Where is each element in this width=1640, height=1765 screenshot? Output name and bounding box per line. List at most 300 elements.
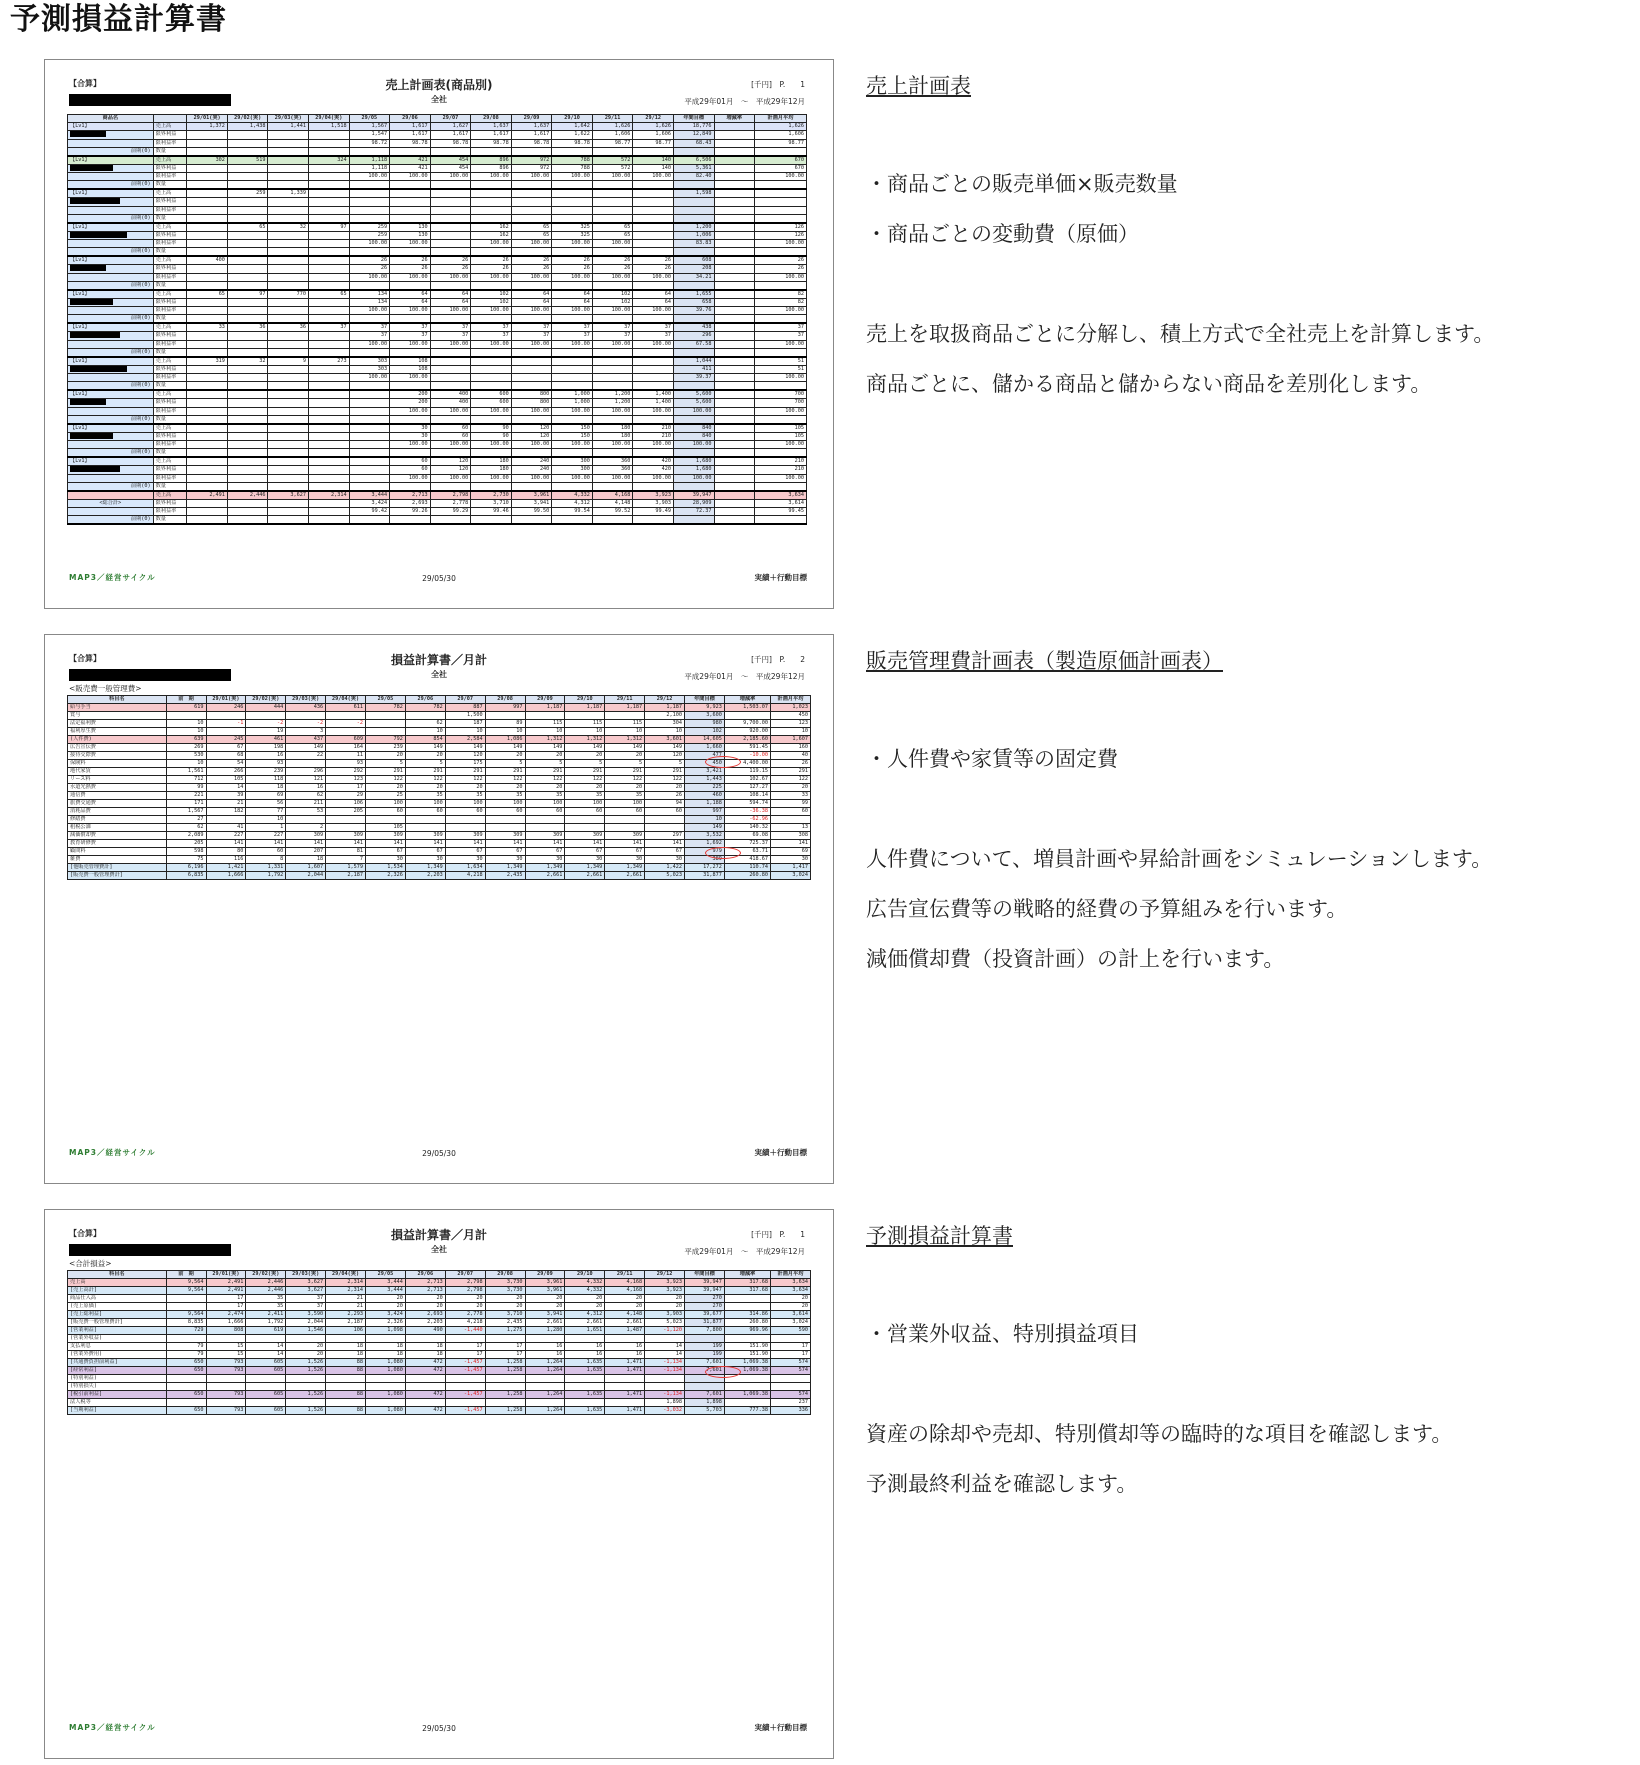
value-cell: 1,626 [592, 123, 633, 131]
value-cell: 8 [246, 856, 286, 864]
value-cell [471, 365, 512, 374]
value-cell: 63.71 [724, 848, 770, 856]
table-header-row [68, 115, 807, 123]
row-label: 数量 [153, 415, 187, 424]
value-cell: 7,800 [685, 1327, 725, 1335]
value-cell [309, 298, 350, 307]
value-cell: 3,634 [771, 1279, 811, 1287]
value-cell [633, 147, 674, 156]
value-cell [349, 482, 390, 491]
value-cell: 1,635 [565, 1407, 605, 1415]
value-cell [633, 515, 674, 524]
value-cell: 99.46 [471, 507, 512, 515]
value-cell: 1,118 [349, 164, 390, 173]
value-cell [309, 457, 350, 466]
row-label: 消耗品費 [68, 808, 167, 816]
redacted-product-name [70, 265, 106, 271]
value-cell: 317.68 [724, 1287, 770, 1295]
value-cell: 5 [645, 760, 685, 768]
value-cell: 1,666 [206, 872, 246, 880]
value-cell: 127.27 [724, 784, 770, 792]
value-cell [714, 432, 755, 441]
value-cell: 100.00 [633, 407, 674, 415]
value-cell: 788 [552, 164, 593, 173]
value-cell: 102 [592, 298, 633, 307]
value-cell [430, 415, 471, 424]
value-cell [511, 147, 552, 156]
value-cell: 28,909 [673, 499, 714, 507]
value-cell: 2,314 [326, 1287, 366, 1295]
value-cell: 141 [405, 840, 445, 848]
value-cell: 309 [525, 832, 565, 840]
value-cell: 108 [390, 357, 431, 366]
value-cell [309, 332, 350, 341]
column-header: 29/12 [645, 1271, 685, 1279]
value-cell: 260.80 [724, 1319, 770, 1327]
value-cell: 1,118 [349, 156, 390, 165]
table-row [68, 704, 811, 712]
row-label: 保険料 [68, 760, 167, 768]
value-cell: 20 [645, 784, 685, 792]
value-cell [366, 728, 406, 736]
value-cell: 20 [565, 1303, 605, 1311]
row-label: 法定福利費 [68, 720, 167, 728]
value-cell [525, 816, 565, 824]
row-label: 売上高 [153, 123, 187, 131]
value-cell: 611 [326, 704, 366, 712]
value-cell [405, 1335, 445, 1343]
value-cell: 199 [685, 1351, 725, 1359]
value-cell: 450 [771, 712, 811, 720]
product-level: 【Lv1】 [68, 189, 154, 198]
value-cell: 9,700.00 [724, 720, 770, 728]
value-cell [511, 365, 552, 374]
value-cell [187, 457, 228, 466]
value-cell [645, 1335, 685, 1343]
value-cell: 100.00 [552, 340, 593, 348]
value-cell: 54 [206, 760, 246, 768]
product-name [68, 131, 154, 140]
table-row [68, 357, 807, 366]
value-cell [565, 1383, 605, 1391]
value-cell: 400 [187, 256, 228, 265]
value-cell: 2,730 [471, 491, 512, 500]
value-cell: 972 [511, 156, 552, 165]
value-cell: 39.76 [673, 307, 714, 315]
value-cell: 650 [166, 1407, 206, 1415]
value-cell: 1,349 [605, 864, 645, 872]
value-cell [552, 515, 593, 524]
value-cell [445, 1383, 485, 1391]
value-cell: 60 [485, 808, 525, 816]
value-cell: 100.00 [349, 340, 390, 348]
sheet-tag: 【合算】 [69, 79, 101, 88]
value-cell [714, 206, 755, 214]
value-cell: 7 [326, 856, 366, 864]
row-label: [当期利益] [68, 1407, 167, 1415]
value-cell: 4,332 [565, 1287, 605, 1295]
value-cell: 840 [673, 432, 714, 441]
value-cell [471, 198, 512, 207]
value-cell: 7,601 [685, 1359, 725, 1367]
value-cell: 26 [430, 265, 471, 274]
row-label: 修繕費 [68, 816, 167, 824]
value-cell: 725.37 [724, 840, 770, 848]
value-cell [349, 198, 390, 207]
value-cell: 1,898 [645, 1399, 685, 1407]
value-cell [326, 728, 366, 736]
value-cell: 80 [206, 848, 246, 856]
value-cell: 1,023 [771, 704, 811, 712]
value-cell: 1,086 [485, 736, 525, 744]
value-cell [268, 265, 309, 274]
value-cell: 88 [326, 1407, 366, 1415]
table-row [68, 768, 811, 776]
value-cell: 141 [206, 840, 246, 848]
value-cell: 454 [430, 156, 471, 165]
redacted-product-name [70, 466, 120, 472]
value-cell [206, 1375, 246, 1383]
value-cell: 100.00 [471, 173, 512, 181]
value-cell: 454 [430, 164, 471, 173]
row-label: 売上高 [153, 156, 187, 165]
value-cell [430, 374, 471, 382]
table-row [68, 1383, 811, 1391]
value-cell: 64 [430, 298, 471, 307]
value-cell [592, 147, 633, 156]
value-cell [268, 515, 309, 524]
value-cell: 100.00 [390, 441, 431, 449]
value-cell: 3,627 [268, 491, 309, 500]
value-cell [309, 164, 350, 173]
value-cell [268, 407, 309, 415]
value-cell: 1,069.38 [724, 1367, 770, 1375]
value-cell [755, 449, 807, 458]
value-cell: 609 [326, 736, 366, 744]
value-cell [592, 374, 633, 382]
table-row [68, 214, 807, 223]
value-cell: 36 [268, 323, 309, 332]
highlight-circle [705, 756, 741, 768]
value-cell [309, 139, 350, 147]
value-cell: 25 [366, 792, 406, 800]
value-cell [673, 415, 714, 424]
value-cell [755, 147, 807, 156]
value-cell [187, 399, 228, 408]
table-row [68, 231, 807, 240]
sheet-unit: [千円] P. 1 [751, 80, 805, 89]
value-cell: 100.00 [390, 240, 431, 248]
value-cell: 122 [645, 776, 685, 784]
value-cell [471, 147, 512, 156]
value-cell: 26 [349, 256, 390, 265]
value-cell [227, 240, 268, 248]
value-cell [755, 214, 807, 223]
column-header: 29/03(実) [268, 115, 309, 123]
value-cell: 9,564 [166, 1311, 206, 1319]
value-cell [511, 348, 552, 357]
value-cell: 574 [771, 1367, 811, 1375]
value-cell [268, 307, 309, 315]
value-cell [227, 432, 268, 441]
value-cell: 3,421 [685, 768, 725, 776]
value-cell: 2,584 [445, 736, 485, 744]
value-cell: 1,567 [349, 123, 390, 131]
value-cell: 437 [286, 736, 326, 744]
value-cell: 100.00 [511, 474, 552, 482]
row-label: リース料 [68, 776, 167, 784]
value-cell: 1,069.38 [724, 1391, 770, 1399]
value-cell: 700 [755, 390, 807, 399]
value-cell: 100.00 [349, 307, 390, 315]
value-cell [771, 816, 811, 824]
column-header: 29/06 [390, 115, 431, 123]
value-cell [430, 281, 471, 290]
value-cell: 3,444 [366, 1279, 406, 1287]
value-cell: 4,148 [592, 499, 633, 507]
value-cell: 100.00 [471, 407, 512, 415]
value-cell: 16 [565, 1351, 605, 1359]
value-cell: 68 [206, 752, 246, 760]
value-cell: 5 [605, 760, 645, 768]
value-cell: 20 [605, 752, 645, 760]
value-cell: 88 [326, 1367, 366, 1375]
value-cell: 1,188 [685, 800, 725, 808]
value-cell: 3,961 [525, 1287, 565, 1295]
value-cell: 30 [390, 432, 431, 441]
value-cell: 122 [366, 776, 406, 784]
product-name [68, 173, 154, 181]
value-cell [286, 1383, 326, 1391]
value-cell: 9 [268, 357, 309, 366]
value-cell: 140 [633, 164, 674, 173]
value-cell: 317.68 [724, 1279, 770, 1287]
value-cell [714, 399, 755, 408]
value-cell [471, 374, 512, 382]
value-cell [633, 281, 674, 290]
highlight-circle [705, 847, 741, 859]
value-cell: 39,947 [685, 1279, 725, 1287]
value-cell: 1,500 [445, 712, 485, 720]
value-cell: 79 [166, 1343, 206, 1351]
value-cell: 1,666 [206, 1319, 246, 1327]
value-cell: 162 [471, 223, 512, 232]
row-label: 数量 [153, 181, 187, 190]
value-cell: 519 [227, 156, 268, 165]
product-level: 【Lv1】 [68, 156, 154, 165]
value-cell [645, 824, 685, 832]
value-cell: 20 [366, 1295, 406, 1303]
value-cell [268, 248, 309, 257]
row-label: [他販売管理費計] [68, 864, 167, 872]
value-cell [166, 712, 206, 720]
column-header: 年間目標 [685, 696, 725, 704]
value-cell: 18 [366, 1343, 406, 1351]
value-cell: 211 [286, 800, 326, 808]
column-header: 29/05 [366, 696, 406, 704]
value-cell: 997 [485, 704, 525, 712]
column-header: 29/06 [405, 696, 445, 704]
value-cell [268, 365, 309, 374]
value-cell [430, 198, 471, 207]
value-cell [309, 415, 350, 424]
value-cell [349, 281, 390, 290]
value-cell [771, 1335, 811, 1343]
value-cell: 1,258 [485, 1359, 525, 1367]
value-cell [714, 265, 755, 274]
value-cell: 1,680 [673, 466, 714, 475]
table-row [68, 1319, 811, 1327]
value-cell: 1,187 [645, 704, 685, 712]
value-cell: 291 [366, 768, 406, 776]
value-cell [227, 164, 268, 173]
value-cell [605, 1383, 645, 1391]
value-cell: 15 [206, 1351, 246, 1359]
table-row [68, 1327, 811, 1335]
value-cell [525, 1375, 565, 1383]
value-cell: 793 [206, 1391, 246, 1399]
value-cell [592, 198, 633, 207]
value-cell: 4,312 [565, 1311, 605, 1319]
row-label: 売上高 [153, 424, 187, 433]
column-header: 29/01(実) [206, 1271, 246, 1279]
value-cell [166, 1303, 206, 1311]
value-cell: 200 [390, 390, 431, 399]
value-cell [309, 173, 350, 181]
value-cell: 670 [755, 164, 807, 173]
value-cell [166, 1335, 206, 1343]
value-cell: 2,044 [286, 1319, 326, 1327]
footer-note: 実績＋行動目標 [754, 573, 807, 582]
value-cell: 67 [605, 848, 645, 856]
value-cell: 1,331 [246, 864, 286, 872]
value-cell: 39,947 [673, 491, 714, 500]
value-cell: 37 [471, 332, 512, 341]
value-cell: 1,200 [673, 223, 714, 232]
value-cell: 1,651 [565, 1327, 605, 1335]
value-cell: 291 [485, 768, 525, 776]
value-cell: 108.14 [724, 792, 770, 800]
value-cell: 106 [326, 1327, 366, 1335]
row-label: 水道光熱費 [68, 784, 167, 792]
value-cell: 65 [187, 290, 228, 299]
value-cell: 35 [445, 792, 485, 800]
value-cell [309, 131, 350, 140]
value-cell: 160 [771, 744, 811, 752]
value-cell [714, 307, 755, 315]
value-cell [471, 248, 512, 257]
value-cell: 227 [206, 832, 246, 840]
value-cell: 100.00 [592, 273, 633, 281]
value-cell: 1,471 [605, 1367, 645, 1375]
value-cell: 3,601 [645, 736, 685, 744]
value-cell: 605 [246, 1367, 286, 1375]
value-cell: 94 [645, 800, 685, 808]
pl-table [67, 1270, 811, 1415]
value-cell: 150 [552, 424, 593, 433]
column-header: 29/12 [633, 115, 674, 123]
row-label: 顧問料 [68, 848, 167, 856]
value-cell: 100.00 [592, 441, 633, 449]
value-cell: 3,941 [525, 1311, 565, 1319]
row-label: 接待交際費 [68, 752, 167, 760]
value-cell: 2,661 [605, 872, 645, 880]
value-cell: 98.78 [552, 139, 593, 147]
value-cell [268, 374, 309, 382]
value-cell: 1,606 [592, 131, 633, 140]
value-cell [673, 449, 714, 458]
value-cell: 314.86 [724, 1311, 770, 1319]
value-cell: 793 [206, 1359, 246, 1367]
value-cell: 260.80 [724, 872, 770, 880]
value-cell: 98.78 [511, 139, 552, 147]
table-row [68, 736, 811, 744]
value-cell: -10.00 [724, 752, 770, 760]
value-cell: 149 [685, 824, 725, 832]
product-name [68, 139, 154, 147]
value-cell: 149 [405, 744, 445, 752]
product-level: 【Lv1】 [68, 256, 154, 265]
value-cell: 60 [645, 808, 685, 816]
value-cell [166, 1295, 206, 1303]
column-header: 29/08 [471, 115, 512, 123]
value-cell [227, 348, 268, 357]
value-cell [673, 181, 714, 190]
value-cell [206, 712, 246, 720]
prev-period: 前期(0) [68, 181, 154, 190]
value-cell [246, 712, 286, 720]
value-cell: 1,312 [525, 736, 565, 744]
value-cell: 2,661 [565, 872, 605, 880]
value-cell: 5,023 [645, 872, 685, 880]
row-label: (特別利益) [68, 1375, 167, 1383]
value-cell [673, 248, 714, 257]
value-cell [268, 507, 309, 515]
value-cell: 2,446 [246, 1287, 286, 1295]
value-cell [187, 231, 228, 240]
value-cell: 3,424 [349, 499, 390, 507]
column-header: 29/10 [565, 696, 605, 704]
value-cell: 2,798 [445, 1279, 485, 1287]
value-cell [405, 1399, 445, 1407]
desc1-bullet1: ・商品ごとの販売単価×販売数量 [866, 172, 1178, 196]
value-cell [187, 223, 228, 232]
value-cell: 100.00 [430, 173, 471, 181]
value-cell [673, 214, 714, 223]
value-cell [592, 515, 633, 524]
value-cell [309, 390, 350, 399]
value-cell: 26 [430, 256, 471, 265]
value-cell [268, 139, 309, 147]
value-cell: 134 [349, 290, 390, 299]
value-cell [187, 181, 228, 190]
value-cell [511, 281, 552, 290]
table-row [68, 223, 807, 232]
value-cell [390, 515, 431, 524]
value-cell: 150 [552, 432, 593, 441]
value-cell: 336 [771, 1407, 811, 1415]
value-cell [349, 457, 390, 466]
value-cell: 309 [445, 832, 485, 840]
value-cell: 472 [405, 1391, 445, 1399]
row-label: [売上高計] [68, 1287, 167, 1295]
value-cell [268, 399, 309, 408]
value-cell: 1,617 [430, 131, 471, 140]
value-cell: 221 [166, 792, 206, 800]
value-cell [349, 248, 390, 257]
value-cell [485, 1375, 525, 1383]
value-cell: 90 [471, 432, 512, 441]
